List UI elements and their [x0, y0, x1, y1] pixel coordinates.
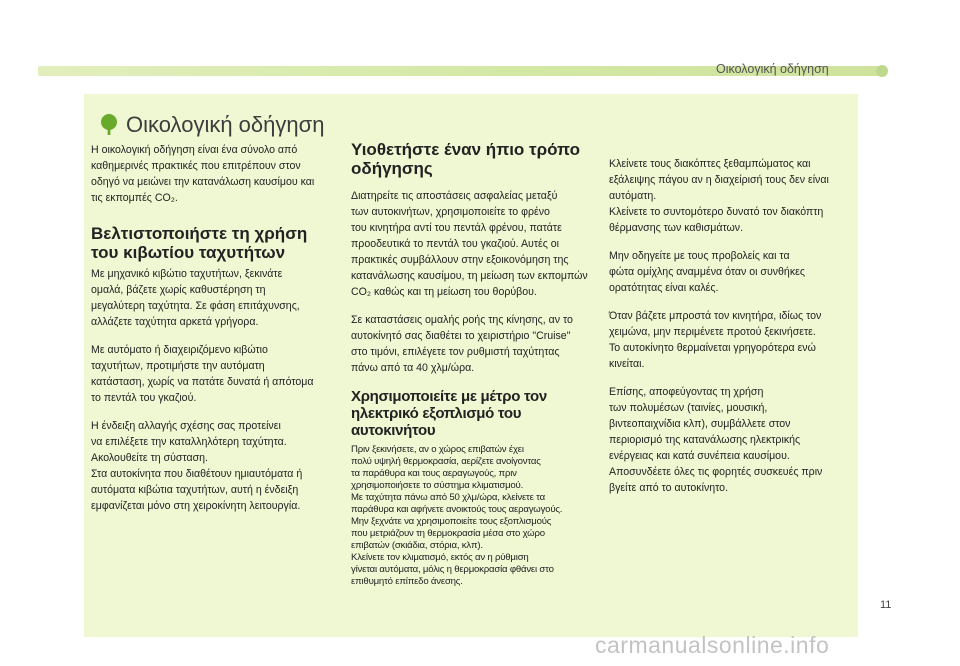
- driving-style-heading: Υιοθετήστε έναν ήπιο τρόπο οδήγησης: [351, 140, 580, 178]
- column-1: [91, 142, 336, 526]
- header-title: Οικολογική οδήγηση: [716, 62, 829, 76]
- electrical-equipment-paragraph: Πριν ξεκινήσετε, αν ο χώρος επιβατών έχει πολύ υψηλή θερμοκρασία, αερίζετε ανοίγοντας τα παράθυρα και τους αεραγωγούς, πριν χρησιμοποιήσετε το σύστημα κλιματισμού. Με ταχύτητα πάνω από 50 χλμ/ώρα, κλείνετε τα παράθυρα και αφήνετε ανοικτούς τους αεραγωγούς. Μην ξεχνάτε να χρησιμοποιείτε τους εξοπλισμούς που μετριάζουν τη θερμοκρασία μέσα στο χώρο επιβατών (σκιάδια, στόρια, κλπ). Κλείνετε τον κλιματισμό, εκτός αν η ρύθμιση γίνεται αυτόματα, μόλις η θερμοκρασία φθάνει στο επιθυμητό επίπεδο άνεσης.: [351, 444, 563, 587]
- page-number: 11: [880, 599, 892, 611]
- intro-text: Η οικολογική οδήγηση είναι ένα σύνολο από καθημερινές πρακτικές που επιτρέπουν στον οδηγό να μειώνει την κατανάλωση καυσίμου και τις εκπομπές CO₂.: [91, 144, 315, 204]
- column-3-paragraph-4: Επίσης, αποφεύγοντας τη χρήση των πολυμέσων (ταινίες, μουσική, βιντεοπαιχνίδια κλπ), συμβάλλετε στον περιορισμό της κατανάλωσης ηλεκτρικής ενέργειας και κατά συνέπεια καυσίμου. Αποσυνδέετε όλες τις φορητές συσκευές πριν βγείτε από το αυτοκίνητο.: [609, 386, 823, 494]
- column-2: [351, 140, 596, 600]
- column-3-paragraph-2: Μην οδηγείτε με τους προβολείς και τα φώτα ομίχλης αναμμένα όταν οι συνθήκες ορατότητας είναι καλές.: [609, 250, 805, 294]
- gearbox-paragraph-3: Η ένδειξη αλλαγής σχέσης σας προτείνει να επιλέξετε την καταλληλότερη ταχύτητα. Ακολουθείτε τη σύσταση. Στα αυτοκίνητα που διαθέτουν ημιαυτόματα ή αυτόματα κιβώτια ταχυτήτων, αυτή η ένδειξη εμφανίζεται μόνο στη χειροκίνητη λειτουργία.: [91, 420, 303, 512]
- column-3-paragraph-3: Όταν βάζετε μπροστά τον κινητήρα, ιδίως τον χειμώνα, μην περιμένετε προτού ξεκινήσετε. Το αυτοκίνητο θερμαίνεται γρηγορότερα ενώ κινείται.: [609, 310, 822, 370]
- driving-style-paragraph-2: Σε καταστάσεις ομαλής ροής της κίνησης, αν το αυτοκίνητό σας διαθέτει το χειριστήριο "Cruise" στο τιμόνι, επιλέγετε τον ρυθμιστή ταχύτητας πάνω από τα 40 χλμ/ώρα.: [351, 314, 573, 374]
- tree-icon: [100, 114, 118, 136]
- watermark: carmanualsonline.info: [595, 632, 830, 658]
- header-dot: [876, 65, 888, 77]
- gearbox-paragraph-1: Με μηχανικό κιβώτιο ταχυτήτων, ξεκινάτε ομαλά, βάζετε χωρίς καθυστέρηση τη μεγαλύτερη ταχύτητα. Σε φάση επιτάχυνσης, αλλάζετε ταχύτητα αρκετά γρήγορα.: [91, 268, 300, 328]
- column-3: [609, 156, 844, 508]
- main-title-text: Οικολογική οδήγηση: [126, 112, 325, 137]
- electrical-equipment-heading: Χρησιμοποιείτε με μέτρο τον ηλεκτρικό εξοπλισμό του αυτοκινήτου: [351, 388, 547, 439]
- gearbox-heading: Βελτιστοποιήστε τη χρήση του κιβωτίου ταχυτήτων: [91, 224, 308, 262]
- gearbox-paragraph-2: Με αυτόματο ή διαχειριζόμενο κιβώτιο ταχυτήτων, προτιμήστε την αυτόματη κατάσταση, χωρίς να πατάτε δυνατά ή απότομα το πεντάλ του γκαζιού.: [91, 344, 314, 404]
- main-title: [100, 112, 324, 138]
- column-3-paragraph-1: Κλείνετε τους διακόπτες ξεθαμπώματος και εξάλειψης πάγου αν η διαχείρισή τους δεν είναι αυτόματη. Κλείνετε το συντομότερο δυνατό τον διακόπτη θέρμανσης των καθισμάτων.: [609, 158, 829, 234]
- driving-style-paragraph-1: Διατηρείτε τις αποστάσεις ασφαλείας μεταξύ των αυτοκινήτων, χρησιμοποιείτε το φρένο του κινητήρα αντί του πεντάλ φρένου, πατάτε προοδευτικά το πεντάλ του γκαζιού. Αυτές οι πρακτικές συμβάλλουν στην εξοικονόμηση της κατανάλωσης καυσίμου, τη μείωση των εκπομπών CO₂ καθώς και τη μείωση του θορύβου.: [351, 190, 588, 298]
